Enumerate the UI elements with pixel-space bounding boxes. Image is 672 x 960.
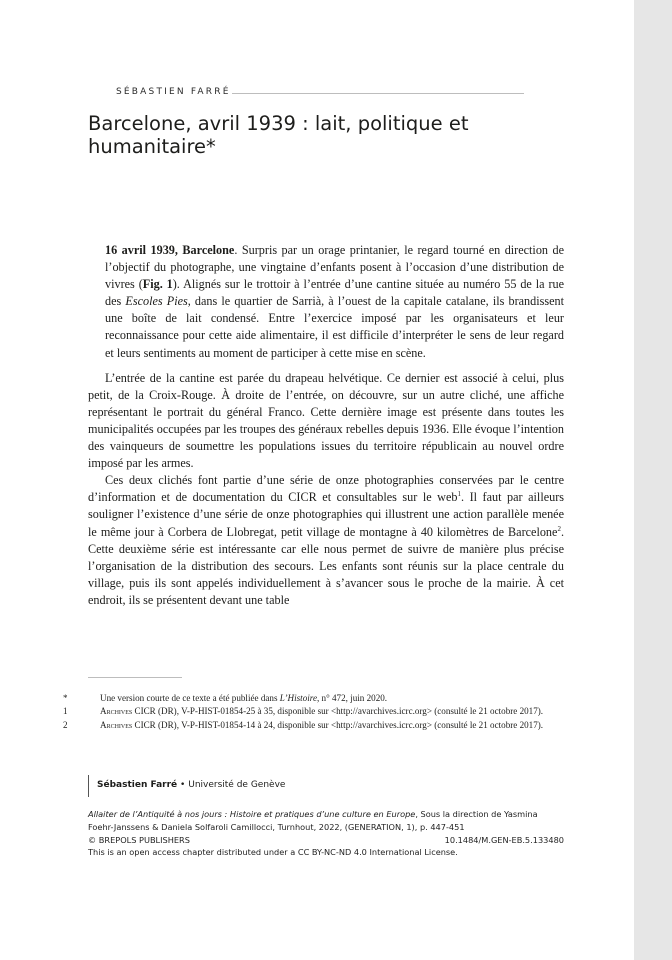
affiliation-bullet: • (180, 780, 186, 790)
paragraph-1-text-c: , dans le quartier de Sarrià, à l’ouest de la capitale catalane, ils brandissent une boîte de lait condensé. Entre l’exercice imposé par les organisateurs et leur reconnaissance pour cette aide alimentaire, il est difficile d’interpréter le sens de leur regard et leurs sentiments au moment de participer à cette mise en scène. (105, 294, 565, 360)
paragraph-3-text-b: . Il faut par ailleurs souligner l’existence d’une série de onze photographies qui illustrent une action parallèle menée le même jour à Corbera de Llobregat, petit village de montagne à 40 kilomètres de Barcelone (88, 490, 565, 539)
paragraph-1 (88, 242, 564, 362)
dateline: 16 avril 1939, Barcelone (105, 243, 235, 257)
chapter-title (88, 112, 528, 158)
affiliation-author: Sébastien Farré (97, 780, 178, 790)
book-citation (88, 808, 564, 834)
footnote-text: Une version courte de ce texte a été publiée dans (100, 693, 280, 703)
title-line-1: Barcelone, avril 1939 : lait, politique et (88, 112, 469, 135)
footnote-mark: 2 (63, 719, 68, 730)
author-affiliation (97, 780, 285, 790)
footnote-rule (88, 677, 182, 678)
footnote-star (63, 692, 564, 705)
paragraph-3-text-c: . Cette deuxième série est intéressante car elle nous permet de suivre de manière plus précise l’organisation de la distribution des secours. Les enfants sont réunis sur la place centrale du village, puis ils sont appelés individuellement à s’avancer sous le proche de la mairie. À cet endroit, ils se présentent devant une table (88, 524, 564, 607)
footnote-2 (63, 719, 564, 732)
affiliation-bar (88, 775, 89, 797)
title-line-2: humanitaire* (88, 135, 216, 158)
paragraph-1-text-b: ). Alignés sur le trottoir à l’entrée d’une cantine située au numéro 55 de la rue des (105, 277, 565, 309)
page-margin-bar (634, 0, 672, 960)
paragraph-1-text-a: . Surpris par un orage printanier, le regard tourné en direction de l’objectif du photographe, une vingtaine d’enfants posent à l’occasion d’une distribution de vivres ( (105, 243, 564, 292)
street-name: Escoles Pies (125, 294, 188, 309)
bibliographic-info (88, 808, 564, 859)
footnote-text: CICR (DR), V-P-HIST-01854-14 à 24, disponible sur <http://avarchives.icrc.org> (consulté le 21 octobre 2017). (132, 719, 544, 730)
paragraph-3-text-a: Ces deux clichés font partie d’une série de onze photographies conservées par le centre d’information et de documentation du CICR et consultables sur le web (88, 473, 564, 505)
affiliation-institution: Université de Genève (188, 780, 286, 790)
book-title: Allaiter de l’Antiquité à nos jours : Histoire et pratiques d’une culture en Europe (88, 809, 416, 819)
copyright-row (88, 834, 564, 847)
paragraph-2: L’entrée de la cantine est parée du drapeau helvétique. Ce dernier est associé à celui, plus petit, de la Croix-Rouge. À droite de l’entrée, on découvre, sur un autre cliché, une affiche représentant le portrait du général Franco. Cette dernière image est présente dans toutes les municipalités occupées par les troupes des généraux rebelles depuis 1936. Elle évoque l’intention des vainqueurs de soumettre les populations issues du territoire républicain au nouvel ordre imposé par les armes. (88, 370, 564, 471)
footnote-1 (63, 705, 564, 718)
copyright: © BREPOLS PUBLISHERS (88, 834, 190, 845)
footnote-archive-label: Archives (100, 719, 133, 730)
footnote-journal: L’Histoire (279, 693, 317, 703)
footnote-text: CICR (DR), V-P-HIST-01854-25 à 35, disponible sur <http://avarchives.icrc.org> (consulté le 21 octobre 2017). (132, 706, 544, 717)
figure-reference: Fig. 1 (142, 277, 173, 292)
footnote-mark: * (63, 693, 68, 703)
footnote-ref-2[interactable]: 2 (557, 524, 561, 533)
footnotes (63, 692, 564, 732)
paragraph-3 (88, 472, 564, 609)
footnote-text: , n° 472, juin 2020. (317, 693, 388, 703)
doi[interactable]: 10.1484/M.GEN-EB.5.133480 (444, 834, 564, 845)
license: This is an open access chapter distributed under a CC BY-NC-ND 4.0 International License. (88, 847, 458, 858)
footnote-ref-1[interactable]: 1 (457, 490, 461, 499)
footnote-mark: 1 (63, 706, 68, 717)
running-author: SÉBASTIEN FARRÉ (116, 87, 231, 97)
book-details: , Sous la direction de Yasmina Foehr-Janssens & Daniela Solfaroli Camillocci, Turnhout, 2022, (GENERATION, 1), p. 447-451 (88, 809, 538, 832)
body-text (88, 242, 564, 609)
footnote-archive-label: Archives (100, 706, 133, 717)
header-rule (232, 93, 524, 94)
